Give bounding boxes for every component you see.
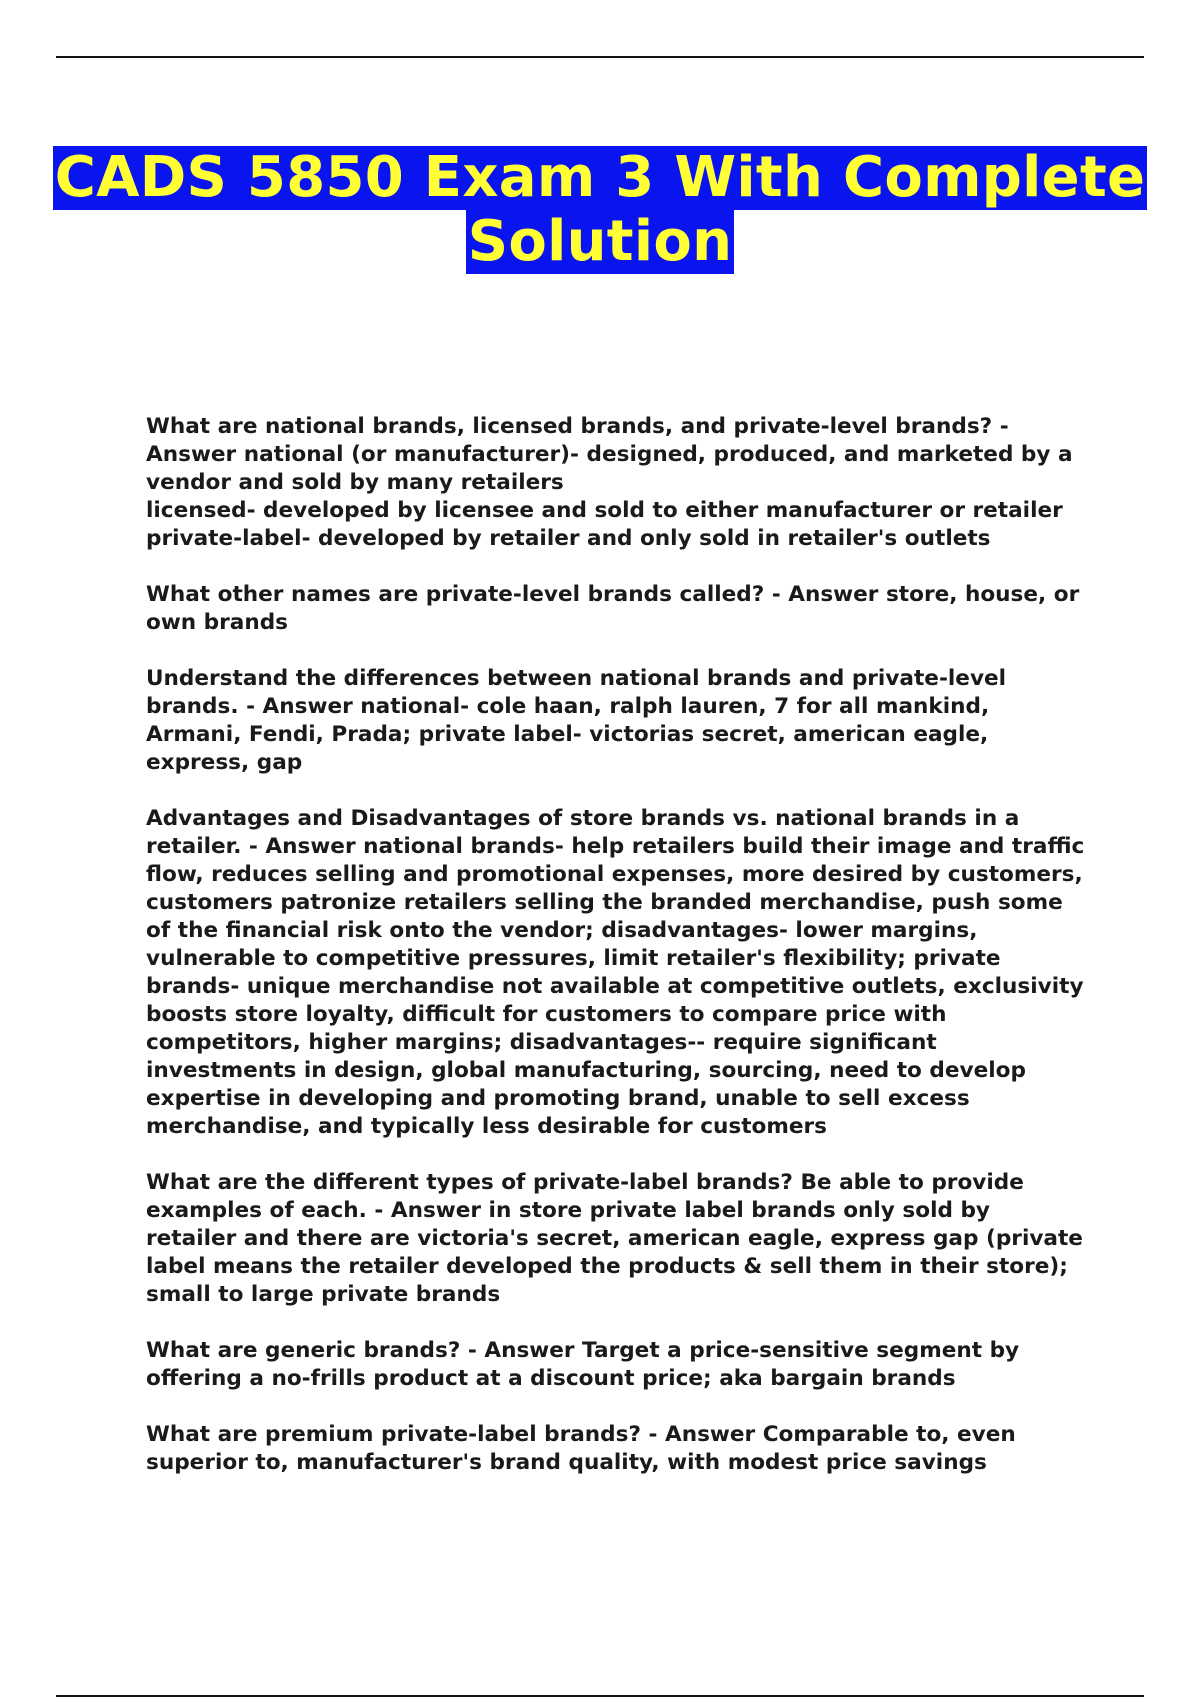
- document-title: [0, 146, 1200, 274]
- top-rule: [56, 56, 1144, 58]
- qa-list: [146, 413, 1086, 1505]
- qa-entry: What are premium private-label brands? - Answer Comparable to, even superior to, manufacturer's brand quality, with modest price savings: [146, 1422, 1016, 1475]
- qa-entry: What other names are private-level brands called? - Answer store, house, or own brands: [146, 582, 1080, 635]
- title-line-1: CADS 5850 Exam 3 With Complete: [54, 145, 1146, 210]
- qa-entry: What are generic brands? - Answer Target a price-sensitive segment by offering a no-frills product at a discount price; aka bargain brands: [146, 1338, 1020, 1391]
- title-line-2: Solution: [467, 209, 733, 274]
- qa-entry: What are national brands, licensed brands, and private-level brands? - Answer national (or manufacturer)- designed, produced, and marketed by a vendor and sold by many retailers licensed- developed by licensee and sold to either manufacturer or retailer private-label- developed by retailer and only sold in retailer's outlets: [146, 414, 1073, 551]
- bottom-rule: [56, 1695, 1144, 1697]
- qa-entry: What are the different types of private-label brands? Be able to provide examples of each. - Answer in store private label brands only sold by retailer and there are victoria's secret, american eagle, express gap (private label means the retailer developed the products & sell them in their store); small to large private brands: [146, 1170, 1083, 1307]
- qa-entry: Understand the differences between national brands and private-level brands. - Answer national- cole haan, ralph lauren, 7 for all mankind, Armani, Fendi, Prada; private label- victorias secret, american eagle, express, gap: [146, 666, 1007, 775]
- qa-entry: Advantages and Disadvantages of store brands vs. national brands in a retailer. - Answer national brands- help retailers build their image and traffic flow, reduces selling and promotional expenses, more desired by customers, customers patronize retailers selling the branded merchandise, push some of the financial risk onto the vendor; disadvantages- lower margins, vulnerable to competitive pressures, limit retailer's flexibility; private brands- unique merchandise not available at competitive outlets, exclusivity boosts store loyalty, difficult for customers to compare price with competitors, higher margins; disadvantages-- require significant investments in design, global manufacturing, sourcing, need to develop expertise in developing and promoting brand, unable to sell excess merchandise, and typically less desirable for customers: [146, 806, 1085, 1139]
